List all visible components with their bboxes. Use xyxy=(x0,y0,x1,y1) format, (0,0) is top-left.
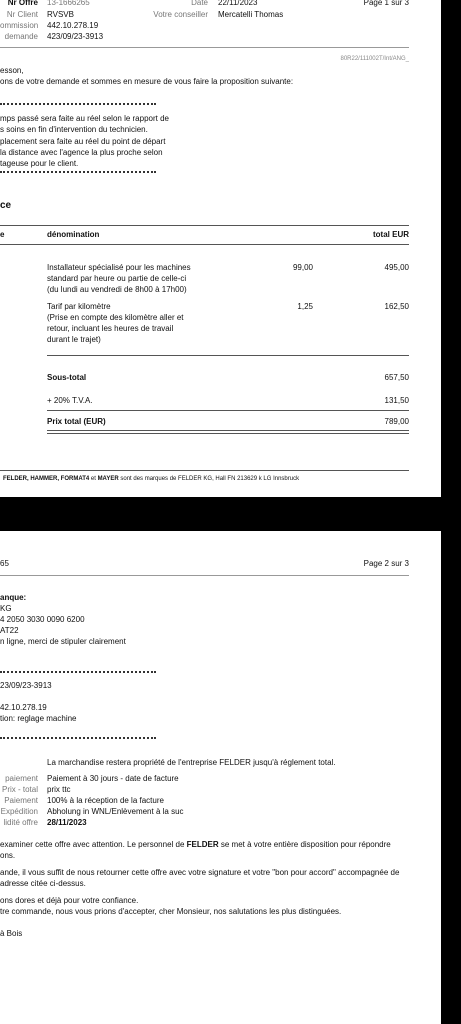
notice-line-3: placement sera faite au réel du point de départ xyxy=(0,137,166,146)
ownership-clause: La marchandise restera propriété de l'entreprise FELDER jusqu'à réglement total. xyxy=(47,758,336,767)
stars-divider-bottom xyxy=(0,737,156,739)
offer-number-fragment: 65 xyxy=(0,559,9,568)
commission-number: 442.10.278.19 xyxy=(47,21,99,30)
date-label: Date xyxy=(191,0,208,7)
bank-line-4: n ligne, merci de stipuler clairement xyxy=(0,637,126,646)
page-number: Page 2 sur 3 xyxy=(363,559,409,568)
client-number-label: Nr Client xyxy=(6,10,38,19)
closing-paragraph-2: ande, il vous suffit de nous retourner cette offre avec votre signature et votre "bon pour accord" accompagnée de xyxy=(0,868,400,877)
document-page-2 xyxy=(0,531,441,1024)
grand-total-value: 789,00 xyxy=(384,417,409,426)
closing-paragraph-3: ons dores et déjà pour votre confiance. xyxy=(0,896,139,905)
bank-line-1: KG xyxy=(0,604,12,613)
grand-total-label: Prix total (EUR) xyxy=(47,417,106,426)
ref-line-4: tion: reglage machine xyxy=(0,714,77,723)
stars-divider-top xyxy=(0,103,156,105)
row-1-total: 495,00 xyxy=(384,263,409,272)
footer-rule xyxy=(0,470,409,471)
condition-label-4: Expédition xyxy=(0,807,38,816)
condition-label-3: Paiement xyxy=(4,796,38,805)
header-divider xyxy=(0,47,409,48)
tva-value: 131,50 xyxy=(384,396,409,405)
advisor-label: Votre conseiller xyxy=(153,10,208,19)
notice-line-1: mps passé sera faite au réel selon le rapport de xyxy=(0,114,169,123)
condition-value-4: Abholung in WNL/Enlèvement à la suc xyxy=(47,807,184,816)
intro-text: ons de votre demande et sommes en mesure de vous faire la proposition suivante: xyxy=(0,77,294,86)
client-number: RVSVB xyxy=(47,10,74,19)
row-1-desc-line-3: (du lundi au vendredi de 8h00 à 17h00) xyxy=(47,285,187,294)
notice-line-2: s soins en fin d'intervention du technicien. xyxy=(0,125,148,134)
request-label: demande xyxy=(4,32,38,41)
ref-line-3: 42.10.278.19 xyxy=(0,703,47,712)
offer-number-label: Nr Offre xyxy=(7,0,38,7)
bank-title: anque: xyxy=(0,593,27,602)
table-col-left-header: e xyxy=(0,230,5,239)
footer-brands: FELDER, HAMMER, FORMAT4 et MAYER sont des marques de FELDER KG, Hall FN 213629 k LG Innsbruck xyxy=(3,476,300,482)
bank-line-3: AT22 xyxy=(0,626,19,635)
row-2-total: 162,50 xyxy=(384,302,409,311)
reference-code: 80R22/111002T/Int/ANG_ xyxy=(340,56,409,62)
ref-line-1: 23/09/23-3913 xyxy=(0,681,52,690)
closing-paragraph-1: examiner cette offre avec attention. Le personnel de FELDER se met à votre entière disposition pour répondre xyxy=(0,840,391,849)
document-page-1 xyxy=(0,0,441,497)
request-number: 423/09/23-3913 xyxy=(47,32,104,41)
table-top-rule xyxy=(0,225,409,226)
row-2-desc-line-4: durant le trajet) xyxy=(47,335,101,344)
tva-label: + 20% T.V.A. xyxy=(47,396,93,405)
closing-paragraph-3-line-2: tre commande, nous vous prions d'accepter, cher Monsieur, nos salutations les plus distinguées. xyxy=(0,907,342,916)
total-rule-top xyxy=(47,410,409,411)
offer-number: 13-1666265 xyxy=(47,0,90,7)
condition-label-5: lidité offre xyxy=(3,818,38,827)
notice-line-5: tageuse pour le client. xyxy=(0,159,79,168)
table-col-denomination-header: dénomination xyxy=(47,230,100,239)
table-col-total-header: total EUR xyxy=(373,230,409,239)
row-2-unit-price: 1,25 xyxy=(297,302,313,311)
total-rule-double-1 xyxy=(47,430,409,431)
bank-line-2: 4 2050 3030 0090 6200 xyxy=(0,615,85,624)
total-rule-double-2 xyxy=(47,433,409,434)
header-divider xyxy=(0,575,409,576)
condition-value-1: Paiement à 30 jours - date de facture xyxy=(47,774,179,783)
condition-value-3: 100% à la réception de la facture xyxy=(47,796,164,805)
closing-paragraph-1-line-2: ons. xyxy=(0,851,16,860)
stars-divider-bottom xyxy=(0,171,156,173)
condition-label-2: Prix - total xyxy=(1,785,38,794)
row-1-desc-line-2: standard par heure ou partie de celle-ci xyxy=(47,274,187,283)
subtotal-label: Sous-total xyxy=(47,373,87,382)
row-1-unit-price: 99,00 xyxy=(292,263,313,272)
row-2-desc-line-1: Tarif par kilomètre xyxy=(47,302,111,311)
commission-label: ommission xyxy=(0,21,39,30)
row-2-desc-line-3: retour, incluant les heures de travail xyxy=(47,324,174,333)
page-number: Page 1 sur 3 xyxy=(363,0,409,7)
offer-date: 22/11/2023 xyxy=(218,0,258,7)
subtotal-value: 657,50 xyxy=(384,373,409,382)
section-title: ce xyxy=(0,200,12,211)
condition-label-1: paiement xyxy=(5,774,38,783)
row-2-desc-line-2: (Prise en compte des kilomètre aller et xyxy=(47,313,184,322)
closing-place: à Bois xyxy=(0,929,23,938)
salutation: esson, xyxy=(0,66,24,75)
subtotal-rule xyxy=(47,355,409,356)
row-1-desc-line-1: Installateur spécialisé pour les machines xyxy=(47,263,191,272)
notice-line-4: la distance avec l'agence la plus proche selon xyxy=(0,148,163,157)
table-header-rule xyxy=(0,244,409,245)
condition-value-5: 28/11/2023 xyxy=(47,818,87,827)
condition-value-2: prix ttc xyxy=(47,785,71,794)
advisor-name: Mercatelli Thomas xyxy=(218,10,284,19)
closing-paragraph-2-line-2: adresse citée ci-dessus. xyxy=(0,879,86,888)
stars-divider-top xyxy=(0,671,156,673)
